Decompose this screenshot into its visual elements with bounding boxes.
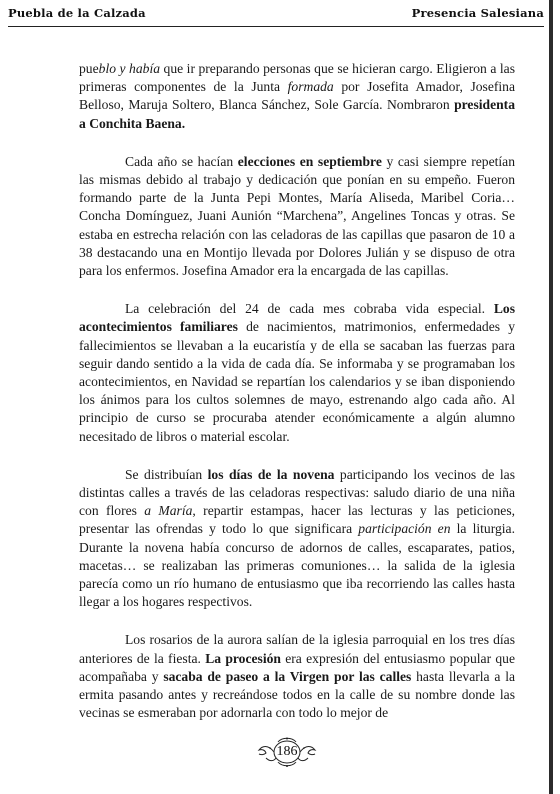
text-run: la liturgia. Durante la novena había concurso de adornos de calles, escaparates, patios, macetas… se realizaban las primeras comuniones… la salida de la iglesia parecía como un río humano de entusiasmo que iba recorriendo las calles hasta llegar a los hogares respectivos. bbox=[79, 521, 515, 610]
italic-phrase: formada bbox=[287, 79, 334, 95]
text-run: pue bbox=[79, 61, 99, 76]
bold-phrase: los días de la novena bbox=[207, 466, 335, 482]
text-run: de nacimientos, matrimonios, enfermedades y fallecimientos se llevaban a la eucaristía y de ella se sacaban las fuerzas para seguir dando sentido a la vida de cada día. Se informaba y se programaban los acontecimientos, en Navidad se repartían los calendarios y se iban disponiendo los ánimos para los cultos solemnes de mayo, estrenando algo cada año. Al principio de curso se procuraba atender económicamente a algún alumno necesitado de libros o material escolar. bbox=[79, 319, 516, 444]
header-section-title: Presencia Salesiana bbox=[411, 6, 544, 20]
text-run: La celebración del 24 de cada mes cobraba vida especial. bbox=[125, 301, 494, 317]
bold-phrase: La procesión bbox=[205, 650, 281, 666]
text-run: hasta llevarla a la ermita pasando antes y recreándose todos en la calle de su nombre donde las vecinas se esmeraban por adornarla con todo lo mejor de bbox=[79, 668, 516, 721]
text-run: Cada año se hacían bbox=[125, 153, 238, 169]
body-paragraph bbox=[79, 466, 515, 612]
text-run: que ir preparando personas que se hicieran cargo. Eligieron a las primeras componentes de la Junta bbox=[79, 61, 515, 95]
italic-phrase: participación en bbox=[358, 521, 451, 537]
bold-phrase: Los acontecimientos familiares bbox=[79, 301, 515, 335]
page-number-ornament bbox=[256, 736, 318, 770]
text-run: por Josefita Amador, Josefina Belloso, Maruja Soltero, Blanca Sánchez, Sole García. Nombraron bbox=[79, 79, 515, 113]
body-paragraph bbox=[79, 60, 515, 133]
body-paragraph bbox=[79, 631, 515, 722]
text-run: Los rosarios de la aurora salían de la iglesia parroquial en los tres días anteriores de la fiesta. bbox=[79, 632, 515, 666]
body-text bbox=[79, 60, 515, 743]
italic-phrase: a María bbox=[144, 503, 193, 519]
header-book-title: Puebla de la Calzada bbox=[8, 6, 146, 20]
text-run: era expresión del entusiasmo popular que acompañaba y bbox=[79, 650, 515, 684]
bold-phrase: presidenta a Conchita Baena. bbox=[79, 97, 515, 131]
italic-phrase: blo y había bbox=[98, 61, 161, 76]
bold-phrase: sacaba de paseo a la Virgen por las calles bbox=[163, 668, 412, 684]
page-number: 186 bbox=[276, 744, 298, 759]
text-run: , repartir estampas, hacer las lecturas y las peticiones, presentar las ofrendas y todo lo que significara bbox=[79, 503, 516, 537]
text-run: y casi siempre repetían las mismas debido al trabajo y dedicación que ponían en su empeño. Fueron formando parte de la Junta Pepi Montes, María Aliseda, Maribel Coria… Concha Domínguez, Juani Aunión “Marchena”, Angelines Toncas y otras. Se estaba en estrecha relación con las celadoras de las capillas que pasaron de 10 a 38 destacando una en Montijo llevada por Dolores Julián y se dispuso de otra para los enfermos. Josefina Amador era la encargada de las capillas. bbox=[79, 153, 515, 279]
page-edge bbox=[549, 0, 553, 794]
bold-phrase: elecciones en septiembre bbox=[237, 153, 382, 169]
body-paragraph bbox=[79, 300, 515, 446]
running-header bbox=[8, 4, 544, 27]
text-run: participando los vecinos de las distintas calles a través de las celadoras respectivas: saludo diario de una niña con flores bbox=[79, 466, 515, 519]
text-run: Se distribuían bbox=[125, 466, 208, 482]
body-paragraph bbox=[79, 153, 515, 280]
